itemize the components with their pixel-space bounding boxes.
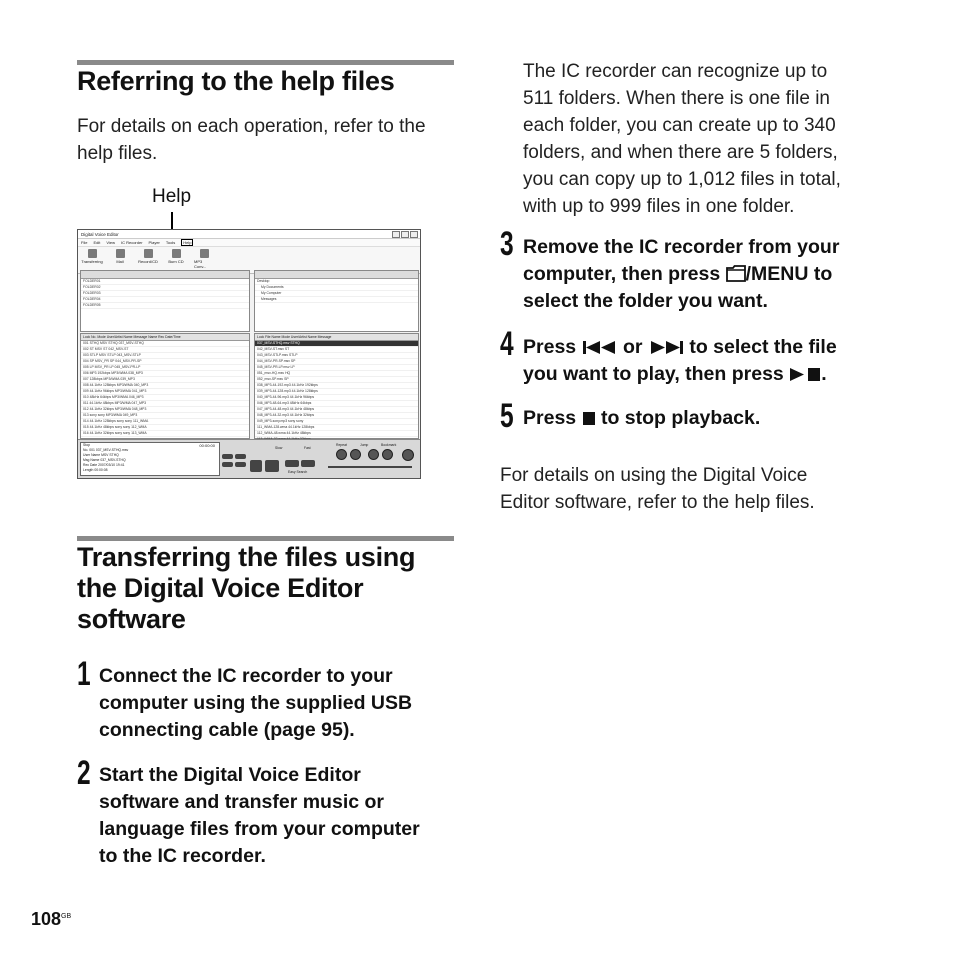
step-3-line-1: Remove the IC recorder from your: [523, 236, 840, 258]
next-track-icon: [648, 340, 684, 355]
record-icon: [144, 249, 153, 258]
bookmark-knob-2: [382, 449, 393, 460]
digital-voice-editor-screenshot: [77, 229, 421, 479]
fast-label: Fast: [304, 446, 311, 450]
step-3-line-3: select the folder you want.: [523, 290, 768, 312]
pc-tree-strip: [255, 271, 418, 279]
section-title-referring: Referring to the help files: [77, 66, 395, 96]
repeat-knob: [336, 449, 347, 460]
pc-tree-item: Messages: [255, 297, 418, 303]
intro-line: each folder, you can create up to 340: [523, 115, 836, 136]
stop-button: [250, 460, 262, 472]
section-rule-1: [77, 60, 454, 65]
file-row: 001 STHQ MSV STHQ 037_MSV-STHQ: [81, 341, 249, 347]
file-row: 002 ST MSV ST 042_MSV-ST: [81, 347, 249, 353]
step-4-line-2: you want to play, then press .: [523, 363, 827, 385]
help-callout-label: Help: [152, 186, 192, 207]
step-1-line-3: connecting cable (page 95).: [99, 719, 355, 741]
file-row: 043_MSV-STLP.msv STLP: [255, 353, 418, 359]
menu-view: View: [106, 240, 115, 245]
maximize-icon: [401, 231, 409, 238]
ic-list-header: Lock No. Mode User/Artist Name Message Name Rec Date/Time: [81, 334, 249, 341]
previous-track-icon: [582, 340, 618, 355]
file-row: 004 SP MSV_PR SP 044_MSV-PR-SP: [81, 359, 249, 365]
step-5-number: 5: [500, 397, 514, 435]
easy-search-back-button: [285, 460, 299, 467]
file-row: 009 44.1kHz 96kbps MP3/WMA 041_MP3: [81, 389, 249, 395]
menu-help: Help: [183, 240, 192, 245]
file-row: 010 48kHz 64kbps MP3/WMA 046_MP3: [81, 395, 249, 401]
step-2-number: 2: [77, 754, 91, 792]
intro-line: 511 folders. When there is one file in: [523, 88, 830, 109]
file-row: 038_MP3-44-192.mp3 44.1kHz 192kbps: [255, 383, 418, 389]
menu-player: Player: [148, 240, 160, 245]
menu-edit: Edit: [93, 240, 101, 245]
file-row: 013 sony sony MP3/WMA 049_MP3: [81, 413, 249, 419]
file-row: 051_msv-HQ.msv HQ: [255, 371, 418, 377]
next-button: [235, 454, 246, 459]
info-line: Msg Name 037_MSV-STHQ: [83, 458, 126, 462]
file-row: 111_WMA-128.wma 44.1kHz 128kbps: [255, 425, 418, 431]
step-2-line-4: to the IC recorder.: [99, 845, 266, 867]
file-row: 039_MP3-44-128.mp3 44.1kHz 128kbps: [255, 389, 418, 395]
toolbar-transferring: Transferring: [82, 249, 102, 264]
slow-label: Slow: [275, 446, 283, 450]
info-display: Stop 00:00:00 No. 001 037_MSV-STHQ.msv User Name MSV STHQ Msg Name 037_MSV-STHQ Rec Date 2007/03/10 19:41 Length 00:00:08: [80, 442, 220, 476]
ic-file-list: [80, 333, 250, 439]
step-3-line-2: computer, then press /MENU to: [523, 263, 833, 285]
info-line: No. 001 037_MSV-STHQ.msv: [83, 448, 129, 452]
step-4-line-1: Press or to select the file: [523, 336, 837, 358]
step-3-number: 3: [500, 225, 514, 263]
intro-line: The IC recorder can recognize up to: [523, 61, 828, 82]
repeat-label: Repeat: [336, 443, 347, 447]
file-row: 007 128kbps MP3/WMA 039_MP3: [81, 377, 249, 383]
step-4-number: 4: [500, 325, 514, 363]
step-2-line-3: language files from your computer: [99, 818, 420, 840]
step-1-number: 1: [77, 655, 91, 693]
step-1-line-1: Connect the IC recorder to your: [99, 665, 393, 687]
intro-line: with up to 999 files in one folder.: [523, 196, 795, 217]
section-title-transferring-1: Transferring the files using: [77, 542, 416, 572]
file-row: 008 44.1kHz 128kbps MP3/WMA 040_MP3: [81, 383, 249, 389]
section-rule-2: [77, 536, 454, 541]
pc-list-header: Lock File Name Mode User/Artist Name Message: [255, 334, 418, 341]
info-line: User Name MSV STHQ: [83, 453, 119, 457]
file-row: 040_MP3-44-96.mp3 44.1kHz 96kbps: [255, 395, 418, 401]
file-row: 044_MSV-PR-SP.msv SP: [255, 359, 418, 365]
toolbar-mp3-conv: MP3 Conv...: [194, 249, 214, 269]
bookmark-knob: [368, 449, 379, 460]
intro-line: you can copy up to 1,012 files in total,: [523, 169, 841, 190]
file-row: 052_msv-SP.msv SP: [255, 377, 418, 383]
window-buttons: [392, 231, 420, 238]
forward-button: [235, 462, 246, 467]
page-number: $108^{GB}$: [31, 909, 72, 929]
section-title-transferring-3: software: [77, 604, 186, 634]
stop-icon: [582, 411, 596, 426]
time-display: 00:00:00: [199, 443, 215, 448]
rewind-button: [222, 462, 233, 467]
ic-folder-strip: [81, 271, 249, 279]
info-line: Length 00:00:08: [83, 468, 108, 472]
position-slider: [328, 466, 412, 468]
menu-file: File: [81, 240, 88, 245]
intro-line: folders, and when there are 5 folders,: [523, 142, 838, 163]
app-menubar: [78, 239, 420, 247]
pc-tree-item: Desktop: [255, 279, 418, 285]
step-5-line: Press to stop playback.: [523, 407, 761, 429]
file-row: 016 44.1kHz 32kbps sony sony 113_WMA: [81, 431, 249, 437]
outro-line-2: Editor software, refer to the help files.: [500, 492, 815, 513]
jump-label: Jump: [360, 443, 369, 447]
cd-icon: [172, 249, 181, 258]
pc-file-list: [254, 333, 419, 439]
minimize-icon: [392, 231, 400, 238]
outro-line-1: For details on using the Digital Voice: [500, 465, 808, 486]
pc-tree-pane: [254, 270, 419, 332]
file-row: 037_MSV-STHQ.msv STHQ: [255, 341, 418, 347]
help-body-line-1: For details on each operation, refer to the: [77, 116, 426, 137]
app-title: Digital Voice Editor: [81, 231, 119, 237]
easy-search-label: Easy Search: [288, 470, 308, 474]
mail-icon: [116, 249, 125, 258]
file-row: 012 44.1kHz 32kbps MP3/WMA 048_MP3: [81, 407, 249, 413]
file-row: 049_MP3-sony.mp3 sony sony: [255, 419, 418, 425]
ic-folder-pane: [80, 270, 250, 332]
jump-knob: [350, 449, 361, 460]
file-row: 011 44.1kHz 48kbps MP3/WMA 047_MP3: [81, 401, 249, 407]
toolbar-mail: Mail: [110, 249, 130, 264]
folder-icon: [726, 265, 746, 282]
section-title-transferring-2: the Digital Voice Editor: [77, 573, 364, 603]
file-row: 042_MSV-ST.msv ST: [255, 347, 418, 353]
file-row: 112_WMA-48.wma 44.1kHz 48kbps: [255, 431, 418, 437]
play-stop-icon: [789, 367, 821, 382]
transfer-icon: [88, 249, 97, 258]
file-row: 005 LP MSV_PR LP 045_MSV-PR-LP: [81, 365, 249, 371]
file-row: 006 MP3 192kbps MP3/WMA 038_MP3: [81, 371, 249, 377]
menu-ic-recorder: IC Recorder: [120, 240, 143, 245]
ic-folder-item: FOLDER02: [81, 285, 249, 291]
file-row: 014 44.1kHz 128kbps sony sony 111_WMA: [81, 419, 249, 425]
ic-folder-item: FOLDER05: [81, 303, 249, 309]
toolbar-record-cd: Record/CD: [138, 249, 158, 264]
file-row: 046_MP3-48-64.mp3 48kHz 64kbps: [255, 401, 418, 407]
app-titlebar: [78, 230, 420, 239]
file-row: 003 STLP MSV STLP 043_MSV-STLP: [81, 353, 249, 359]
step-2-line-1: Start the Digital Voice Editor: [99, 764, 361, 786]
prev-button: [222, 454, 233, 459]
file-row: 048_MP3-44-32.mp3 44.1kHz 32kbps: [255, 413, 418, 419]
menu-tools: Tools: [165, 240, 176, 245]
ic-folder-item: FOLDER04: [81, 297, 249, 303]
ic-folder-item: FOLDER01: [81, 279, 249, 285]
info-line: Rec Date 2007/03/10 19:41: [83, 463, 125, 467]
ic-folder-item: FOLDER03: [81, 291, 249, 297]
file-row: 015 44.1kHz 48kbps sony sony 112_WMA: [81, 425, 249, 431]
file-row: 045_MSV-PR-LP.msv LP: [255, 365, 418, 371]
toolbar-burn-cd: Burn CD: [166, 249, 186, 264]
pc-tree-item: My Documents: [255, 285, 418, 291]
convert-icon: [200, 249, 209, 258]
volume-knob: [402, 449, 414, 461]
step-1-line-2: computer using the supplied USB: [99, 692, 413, 714]
close-icon: [410, 231, 418, 238]
bookmark-label: Bookmark: [381, 443, 397, 447]
step-2-line-2: software and transfer music or: [99, 791, 384, 813]
help-body-line-2: help files.: [77, 143, 158, 164]
file-row: 047_MP3-44-48.mp3 44.1kHz 48kbps: [255, 407, 418, 413]
play-button: [265, 460, 279, 472]
pc-tree-item: My Computer: [255, 291, 418, 297]
player-control-panel: [78, 439, 420, 478]
page-suffix: GB: [61, 913, 72, 920]
easy-search-fwd-button: [301, 460, 315, 467]
